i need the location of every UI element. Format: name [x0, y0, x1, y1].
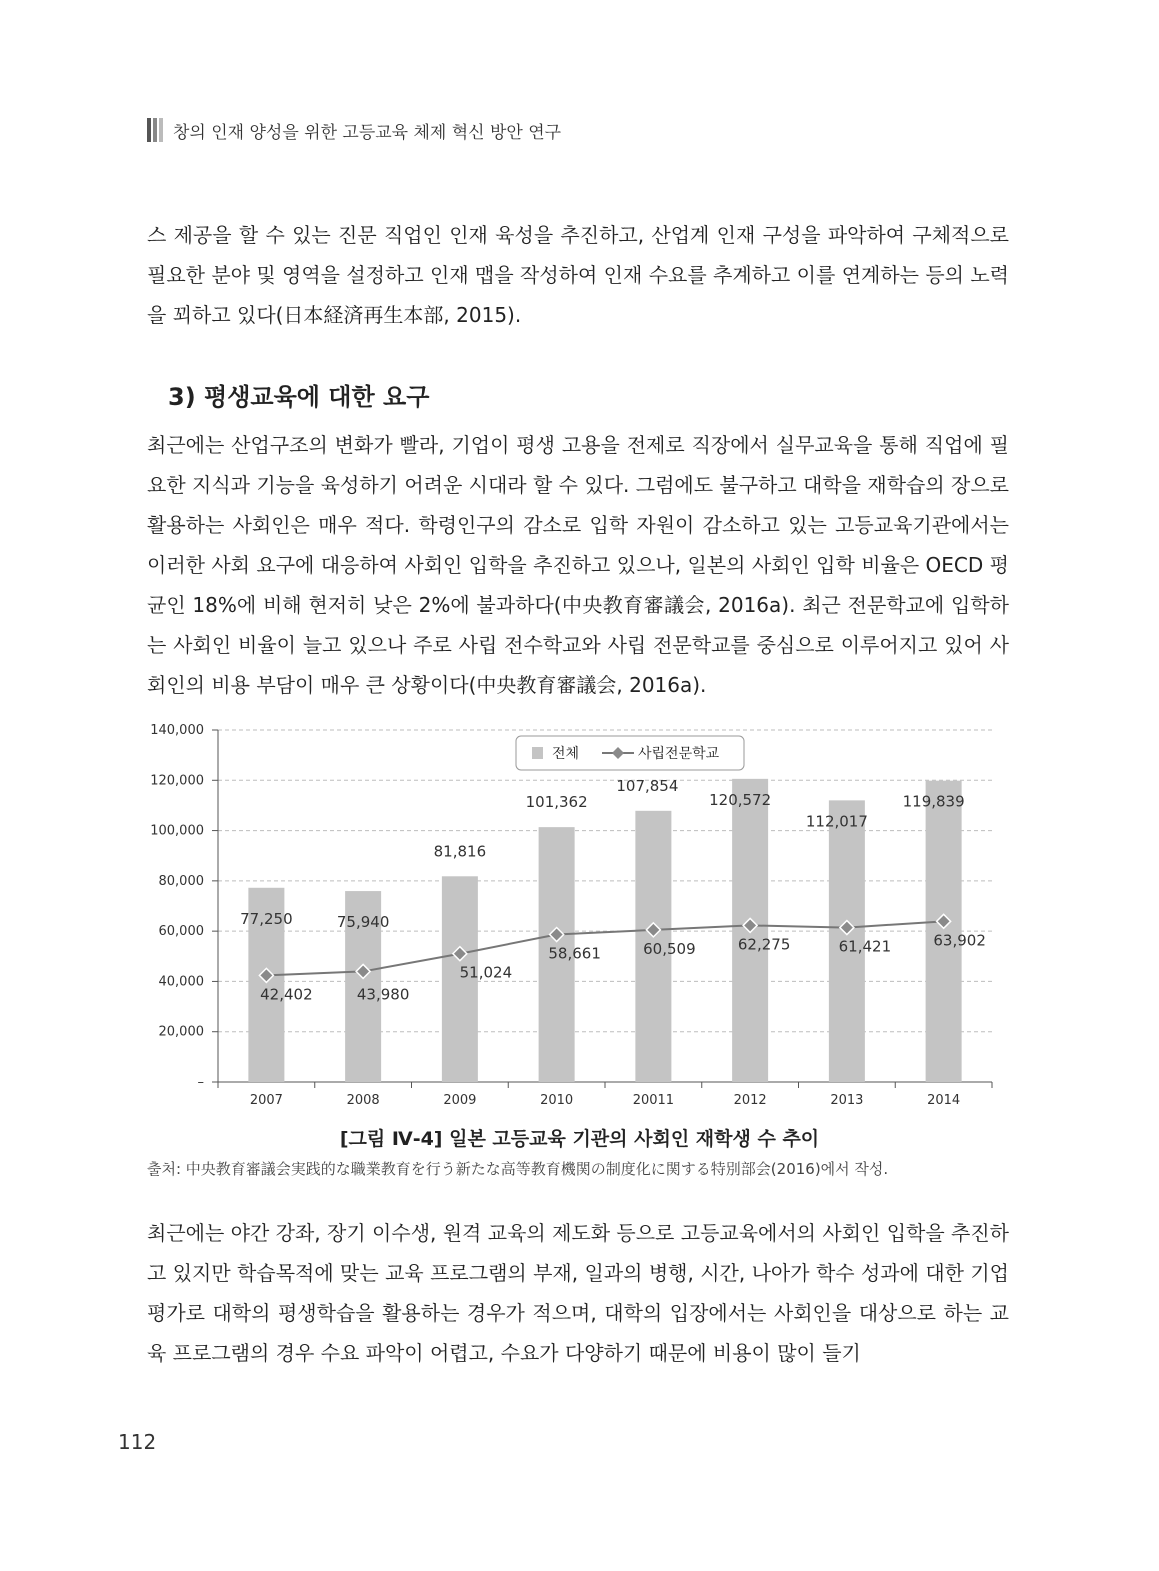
x-tick-label: 2007	[249, 1093, 283, 1108]
x-tick-label: 2008	[346, 1093, 380, 1108]
x-tick-label: 2010	[540, 1093, 574, 1108]
line-data-label: 63,902	[933, 931, 986, 950]
header-bar	[147, 118, 151, 142]
line-data-label: 62,275	[737, 935, 791, 954]
y-tick-label: 60,000	[158, 924, 204, 940]
header-bars-decoration	[147, 118, 163, 142]
x-tick-label: 2013	[830, 1093, 864, 1108]
figure-chart	[140, 712, 1020, 1120]
header-bar	[153, 118, 157, 142]
line-data-label: 60,509	[643, 939, 696, 958]
bar-data-label: 75,940	[336, 913, 390, 932]
y-tick-label: 120,000	[150, 773, 204, 789]
y-tick-label: 140,000	[150, 723, 204, 738]
line-data-label: 61,421	[838, 937, 892, 956]
line-data-label: 58,661	[548, 944, 601, 963]
line-data-label: 43,980	[356, 985, 410, 1004]
bar-data-label: 112,017	[805, 812, 868, 831]
legend-line-label: 사립전문학교	[638, 746, 720, 762]
source-note: 출처: 中央教育審議会実践的な職業教育を行う新たな高等教育機関の制度化に関する特別部会(2016)에서 작성.	[147, 1160, 889, 1178]
y-tick-label: 20,000	[158, 1024, 204, 1040]
x-tick-label: 2009	[443, 1093, 477, 1108]
y-tick-label: 100,000	[150, 823, 204, 839]
y-tick-label: –	[197, 1075, 204, 1090]
x-tick-label: 2014	[927, 1093, 961, 1108]
y-tick-label: 80,000	[158, 873, 204, 889]
line-data-label: 42,402	[260, 985, 313, 1004]
bar-data-label: 101,362	[525, 793, 588, 812]
bar-data-label: 119,839	[902, 792, 965, 811]
page-number: 112	[118, 1430, 157, 1454]
running-header	[147, 118, 561, 142]
bar-data-label: 107,854	[616, 776, 679, 795]
section-heading: 3) 평생교육에 대한 요구	[168, 383, 430, 411]
line-data-label: 51,024	[459, 963, 513, 982]
chart-svg	[140, 712, 1020, 1120]
legend-bar-label: 전체	[552, 746, 580, 762]
y-tick-label: 40,000	[158, 974, 204, 990]
main-paragraph: 최근에는 산업구조의 변화가 빨라, 기업이 평생 고용을 전제로 직장에서 실무교육을 통해 직업에 필요한 지식과 기능을 육성하기 어려운 시대라 할 수 있다. 그럼에도 불구하고 대학을 재학습의 장으로 활용하는 사회인은 매우 적다. 학령인구의 감소로 입학 자원이 감소하고 있는 고등교육기관에서는 이러한 사회 요구에 대응하여 사회인 입학을 추진하고 있으나, 일본의 사회인 입학 비율은 OECD 평균인 18%에 비해 현저히 낮은 2%에 불과하다(中央教育審議会, 2016a). 최근 전문학교에 입학하는 사회인 비율이 늘고 있으나 주로 사립 전수학교와 사립 전문학교를 중심으로 이루어지고 있어 사회인의 비용 부담이 매우 큰 상황이다(中央教育審議会, 2016a).	[147, 433, 1009, 697]
legend-bar-swatch	[532, 747, 543, 759]
running-header-title: 창의 인재 양성을 위한 고등교육 체제 혁신 방안 연구	[173, 122, 562, 143]
header-bar	[159, 118, 163, 142]
bar-data-label: 81,816	[433, 842, 487, 861]
bar-data-label: 77,250	[240, 909, 293, 928]
closing-paragraph: 최근에는 야간 강좌, 장기 이수생, 원격 교육의 제도화 등으로 고등교육에서의 사회인 입학을 추진하고 있지만 학습목적에 맞는 교육 프로그램의 부재, 일과의 병행, 시간, 나아가 학수 성과에 대한 기업 평가로 대학의 평생학습을 활용하는 경우가 적으며, 대학의 입장에서는 사회인을 대상으로 하는 교육 프로그램의 경우 수요 파악이 어렵고, 수요가 다양하기 때문에 비용이 많이 들기	[147, 1221, 1009, 1365]
bar-data-label: 120,572	[709, 790, 772, 809]
x-tick-label: 2012	[733, 1093, 767, 1108]
x-tick-label: 20011	[632, 1093, 675, 1108]
intro-paragraph: 스 제공을 할 수 있는 진문 직업인 인재 육성을 추진하고, 산업계 인재 구성을 파악하여 구체적으로 필요한 분야 및 영역을 설정하고 인재 맵을 작성하여 인재 수요를 추계하고 이를 연계하는 등의 노력을 꾀하고 있다(日本経済再生本部, 2015).	[147, 223, 1009, 327]
figure-caption: [그림 Ⅳ-4] 일본 고등교육 기관의 사회인 재학생 수 추이	[339, 1128, 820, 1150]
